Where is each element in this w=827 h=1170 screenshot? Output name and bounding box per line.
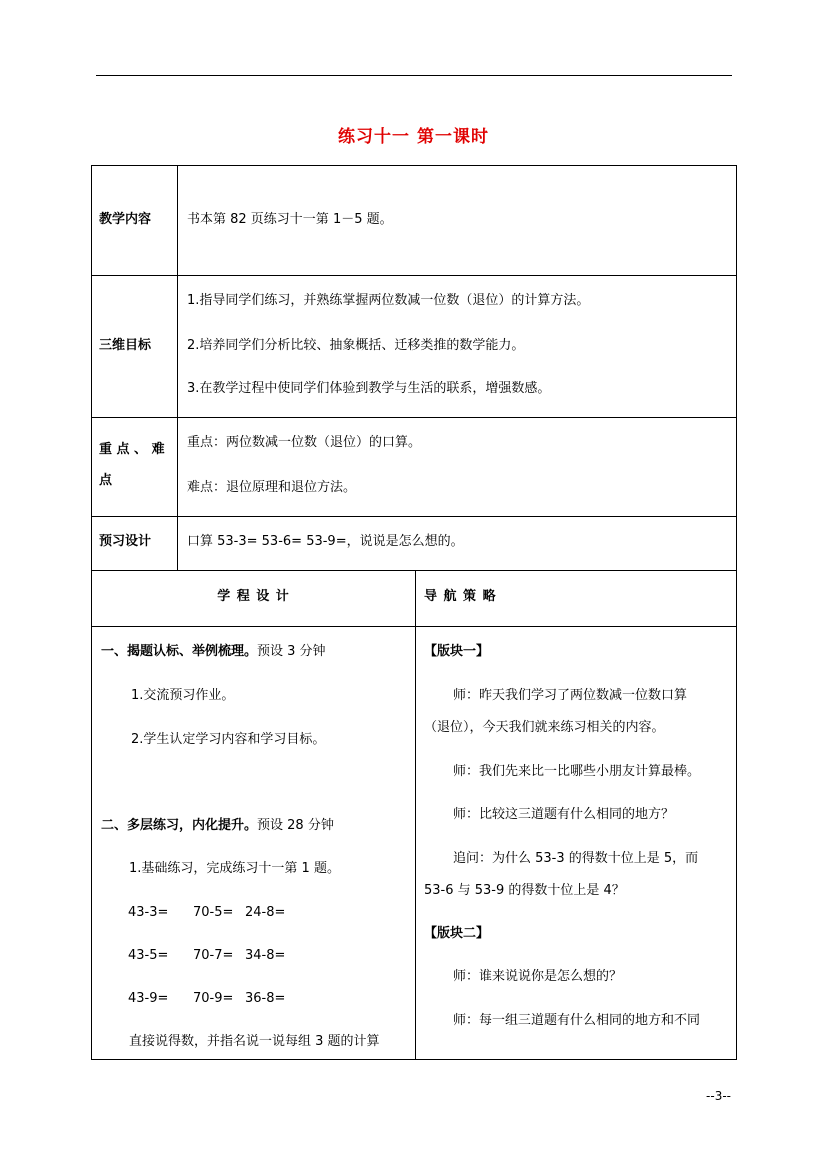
equation: 36-8= — [245, 991, 286, 1006]
paragraph: （退位），今天我们就来练习相关的内容。 — [424, 720, 665, 735]
preview-label: 预习设计 — [99, 534, 152, 549]
goals-label: 三维目标 — [99, 338, 152, 353]
keypoints-label-line1: 重 点 、 难 — [99, 442, 165, 457]
page-title: 练习十一 第一课时 — [338, 127, 489, 147]
equation: 70-9= — [193, 991, 234, 1006]
section1-time: 预设 3 分钟 — [257, 644, 326, 659]
paragraph: 师：谁来说说你是怎么想的？ — [453, 969, 623, 984]
block2-heading: 【版块二】 — [424, 926, 490, 941]
preview-text: 口算 53-3= 53-6= 53-9=，说说是怎么想的。 — [187, 534, 464, 549]
list-item: 2.学生认定学习内容和学习目标。 — [131, 732, 326, 747]
section2-time: 预设 28 分钟 — [257, 818, 334, 833]
list-item: 1.交流预习作业。 — [131, 688, 235, 703]
equation: 34-8= — [245, 948, 286, 963]
content-text: 书本第 82 页练习十一第 1－5 题。 — [187, 212, 393, 227]
left-header: 学 程 设 计 — [217, 589, 290, 604]
left-last-line: 直接说得数，并指名说一说每组 3 题的计算 — [129, 1034, 380, 1049]
paragraph: 师：昨天我们学习了两位数减一位数口算 — [453, 688, 688, 703]
section2-title: 二、多层练习，内化提升。 — [101, 818, 258, 833]
section1-title: 一、揭题认标、举例梳理。 — [101, 644, 258, 659]
equation: 70-5= — [193, 905, 234, 920]
equation: 70-7= — [193, 948, 234, 963]
section1-heading — [101, 643, 326, 661]
list-item: 1.基础练习，完成练习十一第 1 题。 — [129, 861, 340, 876]
keypoints-label-line2: 点 — [99, 473, 113, 488]
goal-item: 1.指导同学们练习，并熟练掌握两位数减一位数（退位）的计算方法。 — [187, 293, 590, 308]
block1-heading: 【版块一】 — [424, 644, 490, 659]
page-number: --3-- — [706, 1089, 731, 1103]
keypoints-value-cell — [177, 417, 737, 517]
equation: 43-5= — [128, 948, 169, 963]
goal-item: 2.培养同学们分析比较、抽象概括、迁移类推的数学能力。 — [187, 338, 525, 353]
difficulty-point: 难点：退位原理和退位方法。 — [187, 480, 357, 495]
paragraph: 53-6 与 53-9 的得数十位上是 4？ — [424, 883, 625, 898]
paragraph: 追问：为什么 53-3 的得数十位上是 5，而 — [453, 851, 699, 866]
equation: 24-8= — [245, 905, 286, 920]
equation: 43-3= — [128, 905, 169, 920]
section2-heading — [101, 817, 334, 835]
right-header: 导 航 策 略 — [424, 589, 497, 604]
keypoints-label-cell — [91, 417, 178, 517]
paragraph: 师：每一组三道题有什么相同的地方和不同 — [453, 1013, 701, 1028]
key-point: 重点：两位数减一位数（退位）的口算。 — [187, 435, 422, 450]
goal-item: 3.在教学过程中使同学们体验到教学与生活的联系，增强数感。 — [187, 381, 551, 396]
paragraph: 师：比较这三道题有什么相同的地方？ — [453, 807, 675, 822]
paragraph: 师：我们先来比一比哪些小朋友计算最棒。 — [453, 764, 701, 779]
content-label: 教学内容 — [99, 212, 152, 227]
header-rule — [96, 75, 732, 76]
equation: 43-9= — [128, 991, 169, 1006]
